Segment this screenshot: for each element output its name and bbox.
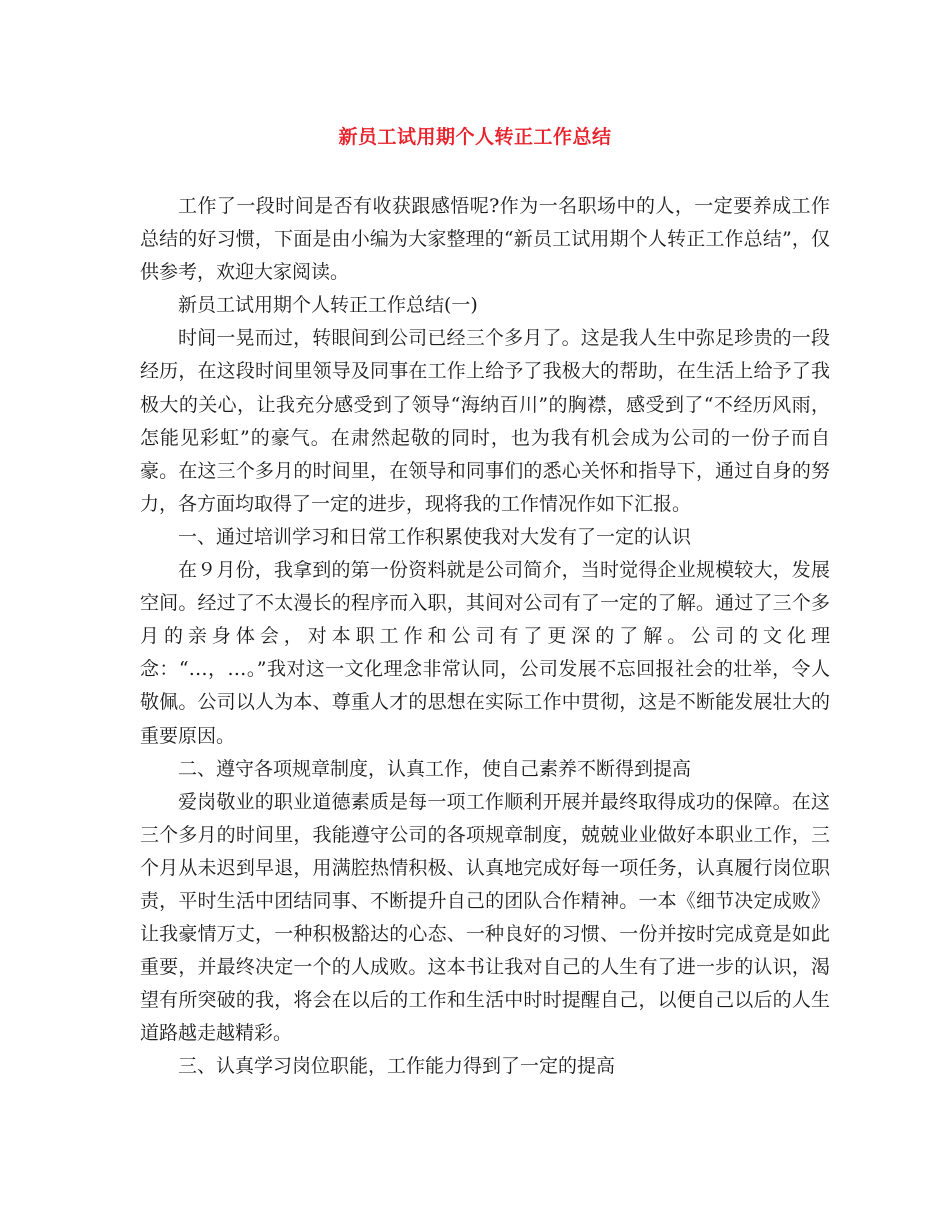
section-heading: 二、遵守各项规章制度，认真工作，使自己素养不断得到提高 (178, 757, 692, 780)
section-heading: 新员工试用期个人转正工作总结(一) (178, 294, 478, 317)
section-heading: 一、通过培训学习和日常工作积累使我对大发有了一定的认识 (178, 525, 692, 548)
document-body (140, 190, 830, 1084)
body-paragraph: 爱岗敬业的职业道德素质是每一项工作顺利开展并最终取得成功的保障。在这三个多月的时间里，我能遵守公司的各项规章制度，兢兢业业做好本职业工作，三个月从未迟到早退，用满腔热情积极、认真地完成好每一项任务，认真履行岗位职责，平时生活中团结同事、不断提升自己的团队合作精神。一本《细节决定成败》让我豪情万丈，一种积极豁达的心态、一种良好的习惯、一份并按时完成竟是如此重要，并最终决定一个的人成败。这本书让我对自己的人生有了进一步的认识，渴望有所突破的我，将会在以后的工作和生活中时时提醒自己，以便自己以后的人生道路越走越精彩。 (140, 790, 830, 1045)
section-heading: 三、认真学习岗位职能，工作能力得到了一定的提高 (178, 1055, 616, 1078)
body-paragraph: 时间一晃而过，转眼间到公司已经三个多月了。这是我人生中弥足珍贵的一段经历，在这段时间里领导及同事在工作上给予了我极大的帮助，在生活上给予了我极大的关心，让我充分感受到了领导“海纳百川”的胸襟，感受到了“不经历风雨，怎能见彩虹”的豪气。在肃然起敬的同时，也为我有机会成为公司的一份子而自豪。在这三个多月的时间里，在领导和同事们的悉心关怀和指导下，通过自身的努力，各方面均取得了一定的进步，现将我的工作情况作如下汇报。 (140, 327, 830, 515)
document-title: 新员工试用期个人转正工作总结 (338, 126, 612, 148)
intro-paragraph: 工作了一段时间是否有收获跟感悟呢?作为一名职场中的人，一定要养成工作总结的好习惯，下面是由小编为大家整理的“新员工试用期个人转正工作总结”，仅供参考，欢迎大家阅读。 (140, 195, 830, 284)
body-paragraph: 在９月份，我拿到的第一份资料就是公司简介，当时觉得企业规模较大，发展空间。经过了不太漫长的程序而入职，其间对公司有了一定的了解。通过了三个多月的亲身体会，对本职工作和公司有了更深的了解。公司的文化理念：“…，…。”我对这一文化理念非常认同，公司发展不忘回报社会的壮举，令人敬佩。公司以人为本、尊重人才的思想在实际工作中贯彻，这是不断能发展壮大的重要原因。 (140, 559, 830, 747)
